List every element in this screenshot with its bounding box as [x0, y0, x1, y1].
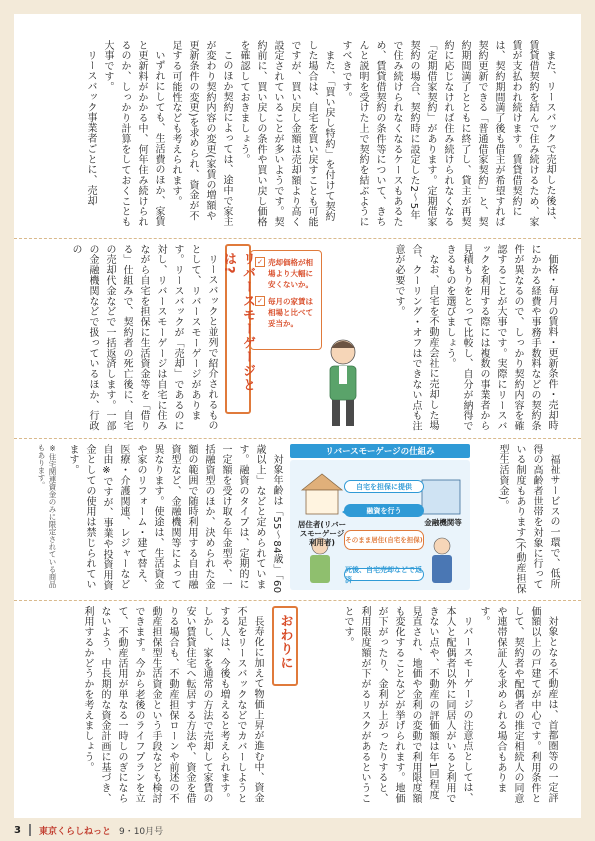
checklist-item: 売却価格が相場より大幅に安くないか。 — [268, 258, 313, 289]
paragraph: 対象年齢は「55〜84歳」「60歳以上」などと定められています。融資のタイプは、定期的に一定額を受け取る年金型や、一括融資型のほか、決められた金額の範囲で随時利用する自由融資型など、金融機関等によって異なります。使途は、生活資金や家のリフォーム・建て替え、医療・介護関連、レジャーなど自由※ですが、事業や投資用資金としての使用は禁じられています。 — [67, 444, 282, 594]
article-column-4b — [60, 444, 285, 594]
paragraph: また、リースバックで売却した後は、賃貸借契約を結んで住み続けるため、家賃が支払われ続けます。賃貸借契約には、契約期間満了後も借主が希望すれば契約更新できる「普通借家契約」と、契約期間満了とともに終了し、貸主が再契約に応じなければ住み続けられなくなる「定期借家契約」があります。定期借家契約の場合、契約時に設定した2〜5年で住み続けられなくなるケースもあるため、賃貸借契約の条件等について、きちんと説明を受けた上で契約を結ぶようにすべきです。 — [340, 40, 555, 228]
magazine-title: 東京くらしねっと — [38, 826, 111, 837]
checklist-item: 毎月の家賃は相場と比べて妥当か。 — [268, 297, 313, 328]
section-divider — [14, 600, 581, 601]
check-icon: ✓ — [255, 257, 265, 267]
footer-divider — [29, 824, 31, 836]
diagram-arrow-label: 死後、自宅売却などで返済 — [345, 565, 422, 584]
heading-text: おわりに — [277, 614, 293, 670]
check-icon: ✓ — [255, 296, 265, 306]
article-column-5 — [305, 606, 560, 806]
footnote: ※住宅関連資金のみに限定されている商品もあります。 — [37, 444, 57, 588]
article-column-3 — [40, 244, 220, 434]
issue-label: 9・10月号 — [118, 826, 164, 837]
heading-text: リバースモーゲージとは? — [221, 252, 255, 392]
diagram-bank-label: 金融機関等 — [424, 518, 462, 527]
diagram-arrow-label: 融資を行う — [344, 504, 424, 517]
section-divider — [14, 238, 581, 239]
paragraph: リースバック事業者ごとに、売却 — [85, 50, 96, 206]
section-heading-conclusion — [272, 606, 298, 686]
paragraph: このほか契約によっては、途中で家主が変わり契約内容の変更(家賃の増額や更新条件の変更)を求められ、資金が不足する可能性なども考えられます。 — [170, 40, 232, 227]
article-column-1 — [38, 40, 558, 230]
paragraph: 福祉サービスの一環で、低所得の高齢者世帯を対象に行っている制度もあります(不動産担保型生活資金)。 — [497, 444, 559, 594]
paragraph: なお、自宅を不動産会社に売却した場合、クーリング・オフはできない点も注意が必要です。 — [393, 244, 438, 432]
paragraph: 長寿化に加えて物価上昇が進む中、資金不足をリースバックなどでカバーしようとする人は、今後も増えると考えられます。しかし、家を通常の方法で売却して家賃の安い賃貸住宅へ転居する方法や、資金を借りる場合も、不動産担保ローンや前述の不動産担保型生活資金という手段なども検討できます。今から老後のライフプランを立て、不動産活用が単なる一時しのぎにならないよう、中長期的な資金計画に基づき、利用するかどうかを考えましょう。 — [82, 606, 263, 804]
page-footer — [14, 820, 581, 840]
section-heading-reverse-mortgage — [221, 244, 255, 414]
paragraph: いずれにしても、生活費のほか、家賃と更新料がかかる中、何年住み続けられるのか、しっかり計算をしておくことも大事です。 — [102, 40, 164, 228]
paragraph: リバースモーゲージの注意点としては、本人と配偶者以外に同居人がいると利用できない点や、不動産の評価額は年1回程度見直され、地価や金利の変動で利用限度額も変化することなどが挙げられます。地価が下がったり、金利が上がったりすると、利用限度額が下がるリスクがあるということです。 — [342, 606, 472, 804]
diagram-arrow-label: 自宅を担保に提供 — [344, 480, 424, 493]
page-number: 3 — [14, 824, 21, 836]
article-column-2 — [370, 244, 560, 434]
article-column-6 — [40, 606, 266, 806]
advisor-illustration — [318, 330, 368, 430]
paragraph: 価格・毎月の賃料・更新条件・売却時にかかる経費や事務手数料などの契約条件が異なるので、しっかり契約内容を確認することが大事です。実際にリースバックを利用する際には複数の事業者から見積もりをとって比較し、自分が納得できるものを選びましょう。 — [444, 244, 557, 432]
article-column-4 — [470, 444, 562, 594]
paragraph: また、「買い戻し特約」を付けて契約した場合は、自宅を買い戻すことも可能ですが、買い戻し金額は売却額より高く設定されていることが多いようです。契約前に、買い戻しの条件や買い戻し価格を確認しておきましょう。 — [238, 40, 334, 228]
paragraph: 対象となる不動産は、首都圏等の一定評価額以上の戸建てが中心です。利用条件として、契約者や配偶者の推定相続人の同意や連帯保証人を求められる場合もあります。 — [478, 606, 557, 804]
paragraph: リースバックと並列で紹介されるものとして、リバースモーゲージがあります。リースバックが「売却」であるのに対し、リバースモーゲージは自宅に住みながら自宅を担保に生活資金等を「借りる」仕組みで、契約者の死亡後に、自宅の売却代金などで一括返済します。一部の金融機関などで扱っているほか、行政の — [70, 244, 217, 432]
section-divider — [14, 438, 581, 439]
diagram-title: リバースモーゲージの仕組み — [290, 444, 470, 458]
checklist-bubble — [250, 250, 322, 350]
diagram-resident-label: 居住者(リバースモーゲージ利用者) — [297, 520, 347, 547]
diagram-arrow-label: そのまま居住(自宅を担保) — [344, 530, 424, 550]
